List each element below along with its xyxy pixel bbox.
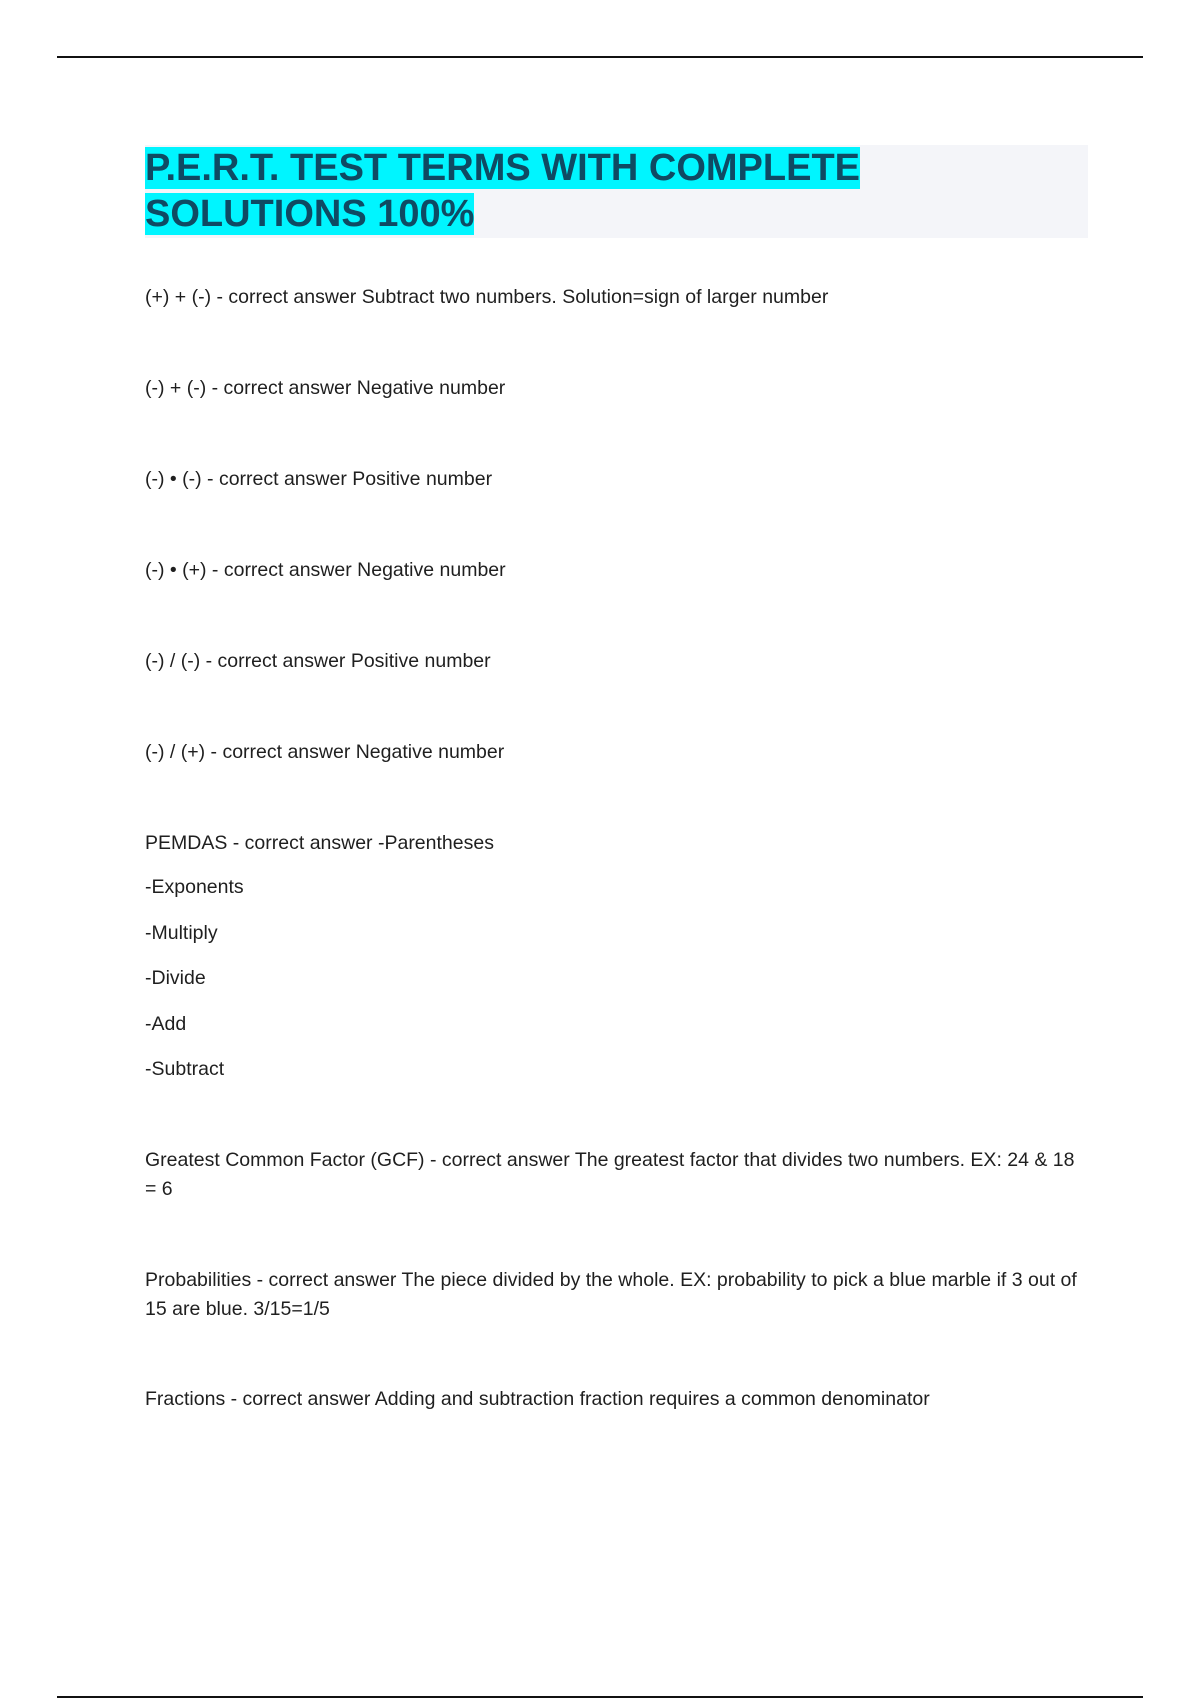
pemdas-item: -Multiply xyxy=(145,922,218,944)
footer-rule xyxy=(57,1696,1143,1698)
title-block xyxy=(145,145,1088,238)
probabilities-entry: Probabilities - correct answer The piece divided by the whole. EX: probability to pick a blue marble if 3 out of 15 are blue. 3/15=1/5 xyxy=(145,1269,1077,1320)
gcf-entry: Greatest Common Factor (GCF) - correct answer The greatest factor that divides two numbers. EX: 24 & 18 = 6 xyxy=(145,1149,1075,1200)
document-title xyxy=(145,145,1088,237)
title-line-2: SOLUTIONS 100% xyxy=(145,193,475,235)
term-entry: (-) • (+) - correct answer Negative number xyxy=(145,559,506,581)
header-rule xyxy=(57,56,1143,58)
term-entry: (-) + (-) - correct answer Negative number xyxy=(145,377,506,399)
term-entry: (+) + (-) - correct answer Subtract two numbers. Solution=sign of larger number xyxy=(145,286,829,308)
pemdas-item: -Exponents xyxy=(145,876,244,898)
pemdas-item: -Subtract xyxy=(145,1058,225,1080)
pemdas-entry: PEMDAS - correct answer -Parentheses xyxy=(145,832,494,854)
title-line-1: P.E.R.T. TEST TERMS WITH COMPLETE xyxy=(145,147,861,189)
term-entry: (-) / (-) - correct answer Positive number xyxy=(145,650,491,672)
pemdas-item: -Add xyxy=(145,1013,187,1035)
term-entry: (-) / (+) - correct answer Negative number xyxy=(145,741,505,763)
pemdas-item: -Divide xyxy=(145,967,206,989)
term-entry: (-) • (-) - correct answer Positive number xyxy=(145,468,493,490)
fractions-entry: Fractions - correct answer Adding and subtraction fraction requires a common denominator xyxy=(145,1388,930,1410)
